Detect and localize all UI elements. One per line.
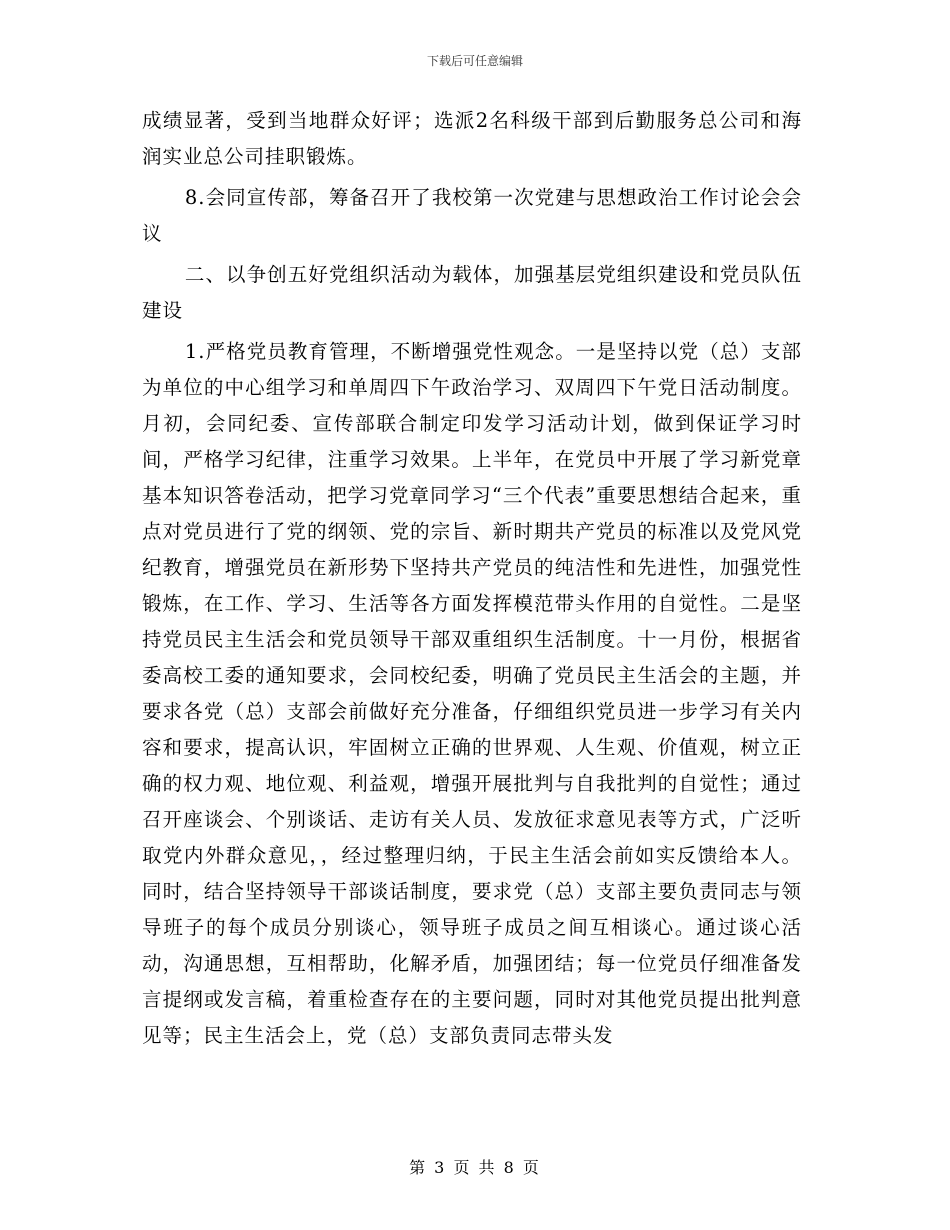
- section-heading: 二、以争创五好党组织活动为载体，加强基层党组织建设和党员队伍建设: [142, 263, 802, 322]
- paragraph: 8.会同宣传部，筹备召开了我校第一次党建与思想政治工作讨论会会议: [142, 186, 802, 245]
- page-header: 下载后可任意编辑: [426, 54, 523, 68]
- page-footer: 第 3 页 共 8 页: [409, 1158, 541, 1177]
- document-body: [142, 103, 802, 1059]
- paragraph: 成绩显著，受到当地群众好评；选派2名科级干部到后勤服务总公司和海润实业总公司挂职锻炼。: [142, 109, 802, 168]
- paragraph: 1.严格党员教育管理，不断增强党性观念。一是坚持以党（总）支部为单位的中心组学习和单周四下午政治学习、双周四下午党日活动制度。月初，会同纪委、宣传部联合制定印发学习活动计划，做到保证学习时间，严格学习纪律，注重学习效果。上半年，在党员中开展了学习新党章基本知识答卷活动，把学习党章同学习“三个代表”重要思想结合起来，重点对党员进行了党的纲领、党的宗旨、新时期共产党员的标准以及党风党纪教育，增强党员在新形势下坚持共产党员的纯洁性和先进性，加强党性锻炼，在工作、学习、生活等各方面发挥模范带头作用的自觉性。二是坚持党员民主生活会和党员领导干部双重组织生活制度。十一月份，根据省委高校工委的通知要求，会同校纪委，明确了党员民主生活会的主题，并要求各党（总）支部会前做好充分准备，仔细组织党员进一步学习有关内容和要求，提高认识，牢固树立正确的世界观、人生观、价值观，树立正确的权力观、地位观、利益观，增强开展批判与自我批判的自觉性；通过召开座谈会、个别谈话、走访有关人员、发放征求意见表等方式，广泛听取党内外群众意见，，经过整理归纳，于民主生活会前如实反馈给本人。同时，结合坚持领导干部谈话制度，要求党（总）支部主要负责同志与领导班子的每个成员分别谈心，领导班子成员之间互相谈心。通过谈心活动，沟通思想，互相帮助，化解矛盾，加强团结；每一位党员仔细准备发言提纲或发言稿，着重检查存在的主要问题，同时对其他党员提出批判意见等；民主生活会上，党（总）支部负责同志带头发: [142, 340, 802, 1047]
